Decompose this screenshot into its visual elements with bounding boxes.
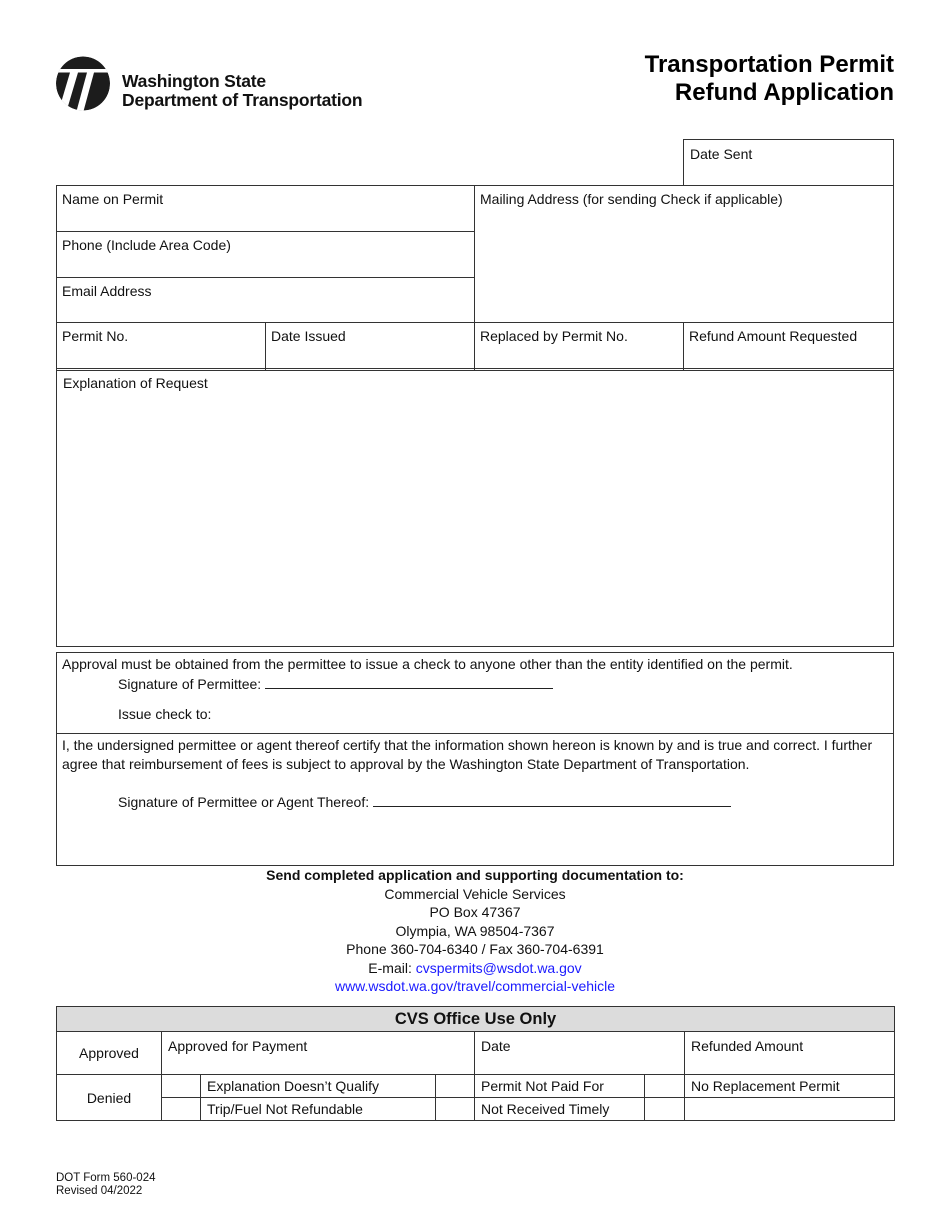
permit-no-label: Permit No.: [62, 328, 129, 344]
mailing-heading: Send completed application and supporting documentation to:: [266, 867, 684, 883]
explanation-field[interactable]: [56, 368, 894, 647]
name-on-permit-label: Name on Permit: [62, 191, 164, 207]
permittee-signature-line[interactable]: [265, 674, 553, 689]
phone-field[interactable]: [56, 231, 475, 278]
denied-label: Denied: [57, 1075, 162, 1121]
blank-cell: [685, 1098, 895, 1121]
issue-check-to-label: Issue check to:: [118, 706, 212, 722]
office-use-table: [56, 1006, 895, 1121]
certification-text: I, the undersigned permittee or agent thereof certify that the information shown hereon is known by and is true and correct. I further agree that reimbursement of fees is subject to approval by the Washington State Department of Transportation.: [62, 737, 873, 772]
phone-label: Phone (Include Area Code): [62, 237, 231, 253]
mailing-po-box: PO Box 47367: [429, 904, 521, 920]
mailing-email-row: [0, 959, 950, 978]
refund-amount-label: Refund Amount Requested: [689, 328, 858, 344]
name-on-permit-field[interactable]: [56, 185, 475, 232]
wsdot-logo-icon: [56, 55, 112, 113]
org-name-line1: Washington State: [122, 71, 266, 91]
approved-for-payment-label: Approved for Payment: [168, 1038, 308, 1054]
replaced-by-field[interactable]: [474, 322, 684, 371]
not-received-checkbox[interactable]: [436, 1098, 475, 1121]
permit-not-paid-checkbox[interactable]: [436, 1075, 475, 1098]
wsdot-logo: [56, 55, 396, 115]
title-line1: Transportation Permit: [644, 51, 894, 78]
date-sent-label: Date Sent: [690, 146, 753, 162]
office-use-title: CVS Office Use Only: [57, 1007, 895, 1032]
page-title: [494, 51, 894, 107]
trip-fuel-label: Trip/Fuel Not Refundable: [201, 1098, 436, 1121]
not-received-label: Not Received Timely: [475, 1098, 645, 1121]
website-link[interactable]: www.wsdot.wa.gov/travel/commercial-vehicle: [334, 978, 616, 994]
office-date-cell[interactable]: [475, 1032, 685, 1075]
agent-signature-row[interactable]: [118, 792, 731, 811]
mailing-address-label: Mailing Address (for sending Check if applicable): [480, 191, 783, 207]
refunded-amount-cell[interactable]: [685, 1032, 895, 1075]
approval-notice: Approval must be obtained from the permittee to issue a check to anyone other than the entity identified on the permit.: [62, 656, 793, 672]
mailing-email-link[interactable]: cvspermits@wsdot.wa.gov: [415, 959, 582, 976]
office-date-label: Date: [481, 1038, 511, 1054]
agent-signature-line[interactable]: [373, 792, 731, 807]
approval-divider: [56, 733, 894, 734]
explanation-not-qualify-checkbox[interactable]: [162, 1075, 201, 1098]
org-name-line2: Department of Transportation: [122, 90, 363, 110]
permit-not-paid-label: Permit Not Paid For: [475, 1075, 645, 1098]
no-replacement-checkbox[interactable]: [645, 1075, 685, 1098]
date-issued-field[interactable]: [265, 322, 475, 371]
email-label: Email Address: [62, 283, 152, 299]
mailing-instructions: [0, 866, 950, 996]
permit-no-field[interactable]: [56, 322, 266, 371]
mailing-city: Olympia, WA 98504-7367: [395, 922, 555, 939]
blank-checkbox[interactable]: [645, 1098, 685, 1121]
date-sent-box[interactable]: [683, 139, 894, 186]
email-field[interactable]: [56, 277, 475, 323]
permittee-signature-row[interactable]: [118, 674, 553, 693]
approved-label: Approved: [57, 1032, 162, 1075]
mailing-email-prefix: E-mail:: [368, 959, 416, 976]
revised-date: Revised 04/2022: [56, 1185, 143, 1197]
refunded-amount-label: Refunded Amount: [691, 1038, 804, 1054]
explanation-label: Explanation of Request: [63, 375, 208, 391]
title-line2: Refund Application: [674, 79, 894, 106]
form-footer: [56, 1172, 156, 1198]
refund-amount-field[interactable]: [683, 322, 894, 371]
agent-signature-label: Signature of Permittee or Agent Thereof:: [118, 794, 370, 810]
no-replacement-label: No Replacement Permit: [685, 1075, 895, 1098]
approved-for-payment-cell[interactable]: [162, 1032, 475, 1075]
form-number: DOT Form 560-024: [56, 1172, 156, 1184]
trip-fuel-checkbox[interactable]: [162, 1098, 201, 1121]
permittee-signature-label: Signature of Permittee:: [118, 676, 262, 692]
mailing-org: Commercial Vehicle Services: [384, 885, 566, 902]
mailing-phone-fax: Phone 360-704-6340 / Fax 360-704-6391: [346, 941, 604, 957]
date-issued-label: Date Issued: [271, 328, 346, 344]
explanation-not-qualify-label: Explanation Doesn’t Qualify: [201, 1075, 436, 1098]
mailing-address-field[interactable]: [474, 185, 894, 323]
replaced-by-label: Replaced by Permit No.: [480, 328, 628, 344]
